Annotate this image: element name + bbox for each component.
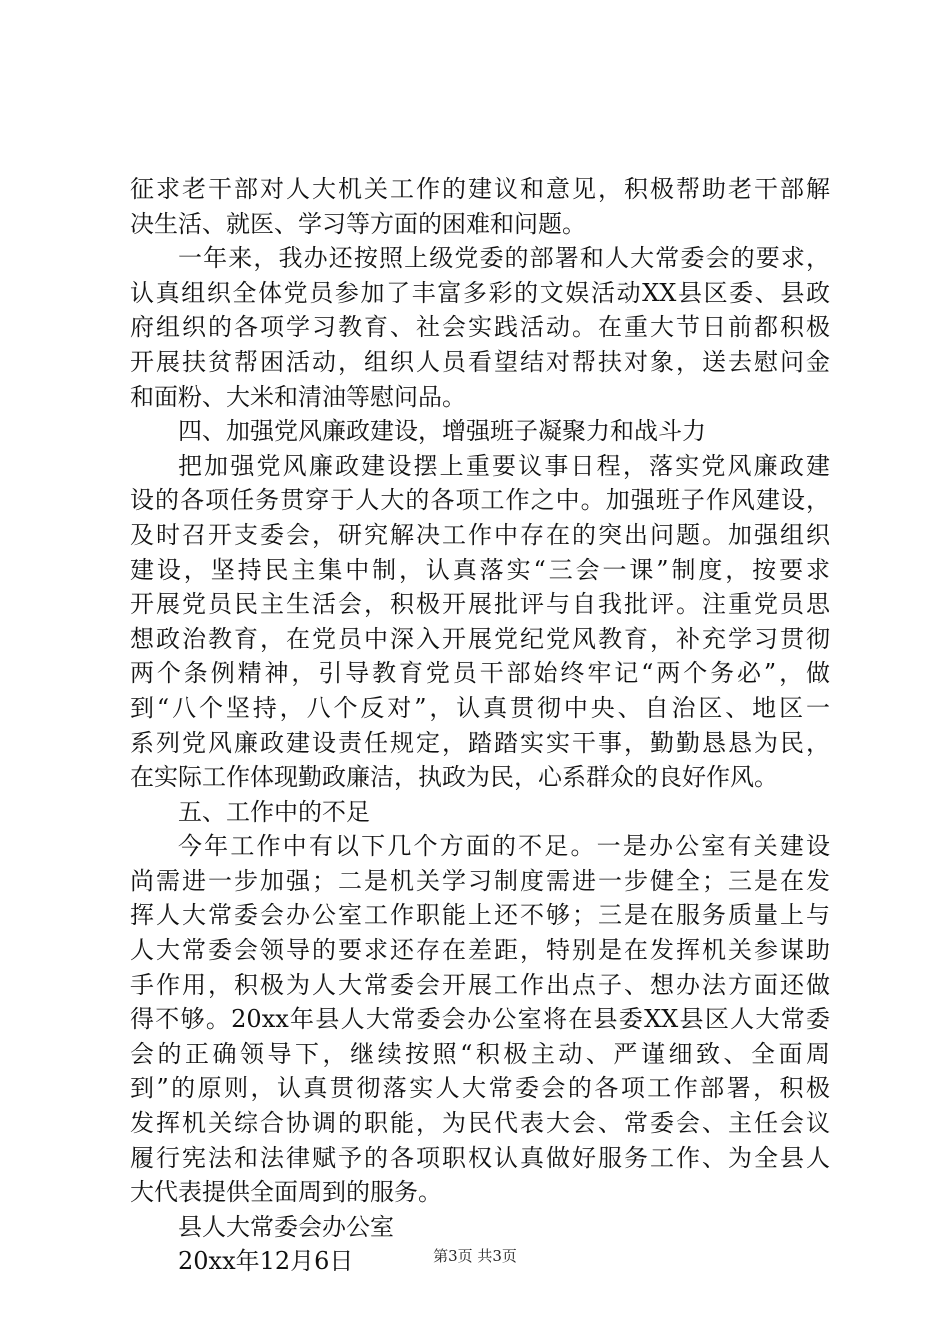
text-line: 挥人大常委会办公室工作职能上还不够；三是在服务质量上与 [130, 901, 830, 930]
text-line: 得不够。20xx年县人大常委会办公室将在县委XX县区人大常委 [130, 1005, 830, 1034]
text-line: 建设，坚持民主集中制，认真落实“三会一课”制度，按要求 [130, 555, 830, 584]
text-line: 决生活、就医、学习等方面的困难和问题。 [130, 209, 586, 238]
text-line: 在实际工作体现勤政廉洁，执政为民，心系群众的良好作风。 [130, 763, 778, 792]
signature-office: 县人大常委会办公室 [178, 1212, 394, 1241]
text-line: 设的各项任务贯穿于人大的各项工作之中。加强班子作风建设， [130, 486, 830, 515]
text-line: 府组织的各项学习教育、社会实践活动。在重大节日前都积极 [130, 313, 830, 342]
text-line: 征求老干部对人大机关工作的建议和意见，积极帮助老干部解 [130, 175, 830, 203]
text-line: 大代表提供全面周到的服务。 [130, 1178, 442, 1207]
text-line: 想政治教育，在党员中深入开展党纪党风教育，补充学习贯彻 [130, 624, 830, 653]
text-line: 尚需进一步加强；二是机关学习制度需进一步健全；三是在发 [130, 866, 830, 895]
page-number-footer: 第3页 共3页 [433, 1247, 517, 1265]
text-line: 手作用，积极为人大常委会开展工作出点子、想办法方面还做 [130, 970, 830, 999]
text-line: 到“八个坚持，八个反对”，认真贯彻中央、自治区、地区一 [130, 693, 830, 722]
text-line: 会的正确领导下，继续按照“积极主动、严谨细致、全面周 [130, 1039, 830, 1068]
text-line: 履行宪法和法律赋予的各项职权认真做好服务工作、为全县人 [130, 1143, 830, 1172]
text-line: 及时召开支委会，研究解决工作中存在的突出问题。加强组织 [130, 520, 830, 549]
text-line: 发挥机关综合协调的职能，为民代表大会、常委会、主任会议 [130, 1109, 830, 1138]
document-body [130, 172, 830, 1279]
text-line: 认真组织全体党员参加了丰富多彩的文娱活动XX县区委、县政 [130, 278, 830, 307]
text-line: 开展党员民主生活会，积极开展批评与自我批评。注重党员思 [130, 590, 830, 619]
paragraph-start-line: 把加强党风廉政建设摆上重要议事日程，落实党风廉政建 [178, 451, 830, 480]
text-line: 到”的原则，认真贯彻落实人大常委会的各项工作部署，积极 [130, 1074, 830, 1103]
text-line: 人大常委会领导的要求还存在差距，特别是在发挥机关参谋助 [130, 936, 830, 965]
text-line: 系列党风廉政建设责任规定，踏踏实实干事，勤勤恳恳为民， [130, 728, 830, 757]
text-line: 开展扶贫帮困活动，组织人员看望结对帮扶对象，送去慰问金 [130, 347, 830, 376]
section-heading-5: 五、工作中的不足 [178, 797, 370, 826]
section-heading-4: 四、加强党风廉政建设，增强班子凝聚力和战斗力 [178, 417, 706, 446]
paragraph-start-line: 今年工作中有以下几个方面的不足。一是办公室有关建设 [178, 832, 830, 861]
text-line: 和面粉、大米和清油等慰问品。 [130, 382, 466, 411]
signature-date: 20xx年12月6日 [178, 1247, 354, 1276]
paragraph-start-line: 一年来，我办还按照上级党委的部署和人大常委会的要求， [178, 244, 830, 273]
text-line: 两个条例精神，引导教育党员干部始终牢记“两个务必”，做 [130, 659, 830, 688]
